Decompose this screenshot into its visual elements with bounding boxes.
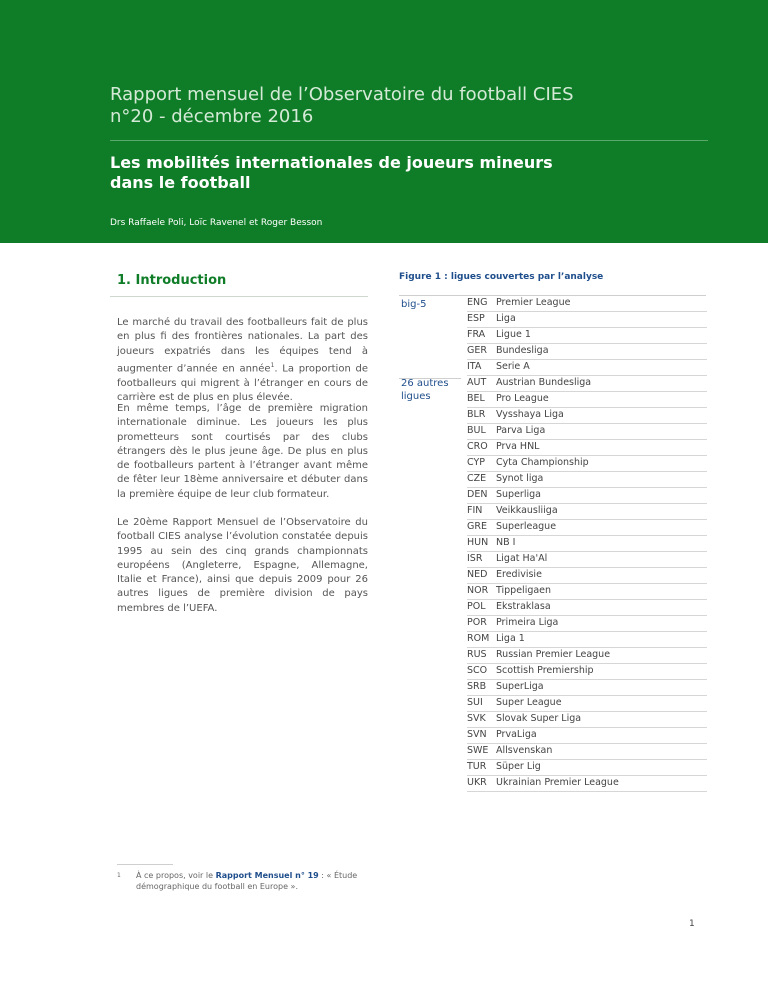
league-name: Allsvenskan xyxy=(496,745,553,756)
table-row xyxy=(467,631,707,648)
country-code: UKR xyxy=(467,777,487,788)
table-row xyxy=(467,535,707,552)
country-code: SWE xyxy=(467,745,489,756)
table-row xyxy=(467,359,707,376)
table-row xyxy=(467,423,707,440)
league-name: Serie A xyxy=(496,361,530,372)
league-name: Primeira Liga xyxy=(496,617,559,628)
country-code: TUR xyxy=(467,761,487,772)
country-code: CZE xyxy=(467,473,487,484)
league-name: Liga 1 xyxy=(496,633,525,644)
league-name: SuperLiga xyxy=(496,681,544,692)
table-row xyxy=(467,471,707,488)
table-row xyxy=(467,711,707,728)
footnote-ref[interactable]: 1 xyxy=(270,361,275,369)
footnote-divider xyxy=(117,864,173,865)
league-name: Ukrainian Premier League xyxy=(496,777,619,788)
header-divider xyxy=(110,140,708,141)
league-name: Eredivisie xyxy=(496,569,542,580)
table-row xyxy=(467,759,707,776)
paragraph-1-text: Le marché du travail des footballeurs fait de plus en plus fi des frontières nationales. La part des joueurs expatriés dans les équipes tend à augmenter d’année en année xyxy=(117,317,368,375)
country-code: SRB xyxy=(467,681,487,692)
country-code: RUS xyxy=(467,649,487,660)
country-code: HUN xyxy=(467,537,489,548)
league-name: Prva HNL xyxy=(496,441,540,452)
section-divider xyxy=(110,296,368,297)
footnote-text xyxy=(136,870,416,892)
header-banner xyxy=(0,0,768,243)
league-name: Süper Lig xyxy=(496,761,541,772)
country-code: BLR xyxy=(467,409,486,420)
country-code: AUT xyxy=(467,377,487,388)
page-title xyxy=(110,153,630,193)
country-code: GRE xyxy=(467,521,487,532)
table-row xyxy=(467,743,707,760)
league-name: Synot liga xyxy=(496,473,544,484)
country-code: FRA xyxy=(467,329,486,340)
league-name: Ligat Ha'Al xyxy=(496,553,548,564)
table-row xyxy=(467,503,707,520)
country-code: CRO xyxy=(467,441,488,452)
league-name: Scottish Premiership xyxy=(496,665,594,676)
table-row xyxy=(467,439,707,456)
league-name: Vysshaya Liga xyxy=(496,409,564,420)
table-row xyxy=(467,295,707,312)
league-name: Pro League xyxy=(496,393,549,404)
league-name: Russian Premier League xyxy=(496,649,611,660)
table-row xyxy=(467,647,707,664)
page-number: 1 xyxy=(689,919,695,929)
table-row xyxy=(467,727,707,744)
country-code: SUI xyxy=(467,697,483,708)
table-row xyxy=(467,615,707,632)
country-code: SVK xyxy=(467,713,486,724)
table-row xyxy=(467,519,707,536)
country-code: DEN xyxy=(467,489,488,500)
country-code: NED xyxy=(467,569,488,580)
country-code: ISR xyxy=(467,553,483,564)
league-name: Super League xyxy=(496,697,562,708)
footnote-text-end: : « Étude démographique du football en Europe ». xyxy=(136,871,358,891)
table-row xyxy=(467,375,707,392)
paragraph-3: Le 20ème Rapport Mensuel de l’Observatoire du football CIES analyse l’évolution constatée depuis 1995 au sein des cinq grands championnats européens (Angleterre, Espagne, Allemagne, Italie et France), ainsi que depuis 2009 pour 26 autres ligues de première division de pays membres de l’UEFA. xyxy=(117,517,368,614)
figure-title: Figure 1 : ligues couvertes par l’analyse xyxy=(399,272,604,282)
country-code: ROM xyxy=(467,633,490,644)
table-row xyxy=(467,311,707,328)
league-name: Veikkausliiga xyxy=(496,505,558,516)
report-title-line1: Rapport mensuel de l’Observatoire du football CIES xyxy=(110,84,574,105)
table-row xyxy=(467,391,707,408)
table-row xyxy=(467,679,707,696)
authors: Drs Raffaele Poli, Loïc Ravenel et Roger Besson xyxy=(110,218,323,228)
league-name: Liga xyxy=(496,313,516,324)
league-name: Cyta Championship xyxy=(496,457,589,468)
league-name: Tippeligaen xyxy=(496,585,552,596)
table-row xyxy=(467,343,707,360)
table-row xyxy=(467,775,707,792)
league-name: Ekstraklasa xyxy=(496,601,551,612)
table-row xyxy=(467,455,707,472)
league-name: Bundesliga xyxy=(496,345,549,356)
league-name: Ligue 1 xyxy=(496,329,531,340)
footnote-link[interactable]: Rapport Mensuel n° 19 xyxy=(215,871,319,880)
country-code: FIN xyxy=(467,505,483,516)
table-row xyxy=(467,567,707,584)
footnote-text-start: À ce propos, voir le xyxy=(136,871,216,880)
table-row xyxy=(467,663,707,680)
country-code: POR xyxy=(467,617,487,628)
league-name: NB I xyxy=(496,537,516,548)
paragraph-1 xyxy=(117,316,368,405)
table-row xyxy=(467,327,707,344)
country-code: GER xyxy=(467,345,487,356)
page-title-line2: dans le football xyxy=(110,173,251,192)
league-name: Superleague xyxy=(496,521,557,532)
country-code: BUL xyxy=(467,425,486,436)
page-title-line1: Les mobilités internationales de joueurs mineurs xyxy=(110,153,553,172)
paragraph-1-text-end: . La proportion de footballeurs qui migrent à l’étranger en cours de carrière est de plus en plus élevée. xyxy=(117,363,368,403)
group-label-others: 26 autres ligues xyxy=(401,378,449,402)
country-code: BEL xyxy=(467,393,485,404)
league-name: Premier League xyxy=(496,297,571,308)
country-code: POL xyxy=(467,601,486,612)
league-name: Slovak Super Liga xyxy=(496,713,582,724)
league-name: Parva Liga xyxy=(496,425,546,436)
league-name: PrvaLiga xyxy=(496,729,537,740)
section-title: 1. Introduction xyxy=(117,273,227,288)
table-row xyxy=(467,599,707,616)
table-row xyxy=(467,487,707,504)
table-row xyxy=(467,583,707,600)
country-code: CYP xyxy=(467,457,485,468)
league-name: Superliga xyxy=(496,489,541,500)
table-row xyxy=(467,551,707,568)
group-label-big5: big-5 xyxy=(401,299,427,310)
country-code: SCO xyxy=(467,665,488,676)
country-code: ESP xyxy=(467,313,485,324)
table-row xyxy=(467,407,707,424)
footnote-number: 1 xyxy=(117,872,121,879)
country-code: ENG xyxy=(467,297,488,308)
paragraph-2: En même temps, l’âge de première migration internationale diminue. Les joueurs les plus prometteurs sont courtisés par des clubs étrangers dès le plus jeune âge. De plus en plus de footballeurs partent à l’étranger avant même de fêter leur 18ème anniversaire et débuter dans la première équipe de leur club formateur. xyxy=(117,403,368,500)
report-title-line2: n°20 - décembre 2016 xyxy=(110,106,314,127)
table-row xyxy=(467,695,707,712)
country-code: ITA xyxy=(467,361,482,372)
report-title xyxy=(110,84,670,128)
league-name: Austrian Bundesliga xyxy=(496,377,592,388)
country-code: SVN xyxy=(467,729,487,740)
country-code: NOR xyxy=(467,585,489,596)
